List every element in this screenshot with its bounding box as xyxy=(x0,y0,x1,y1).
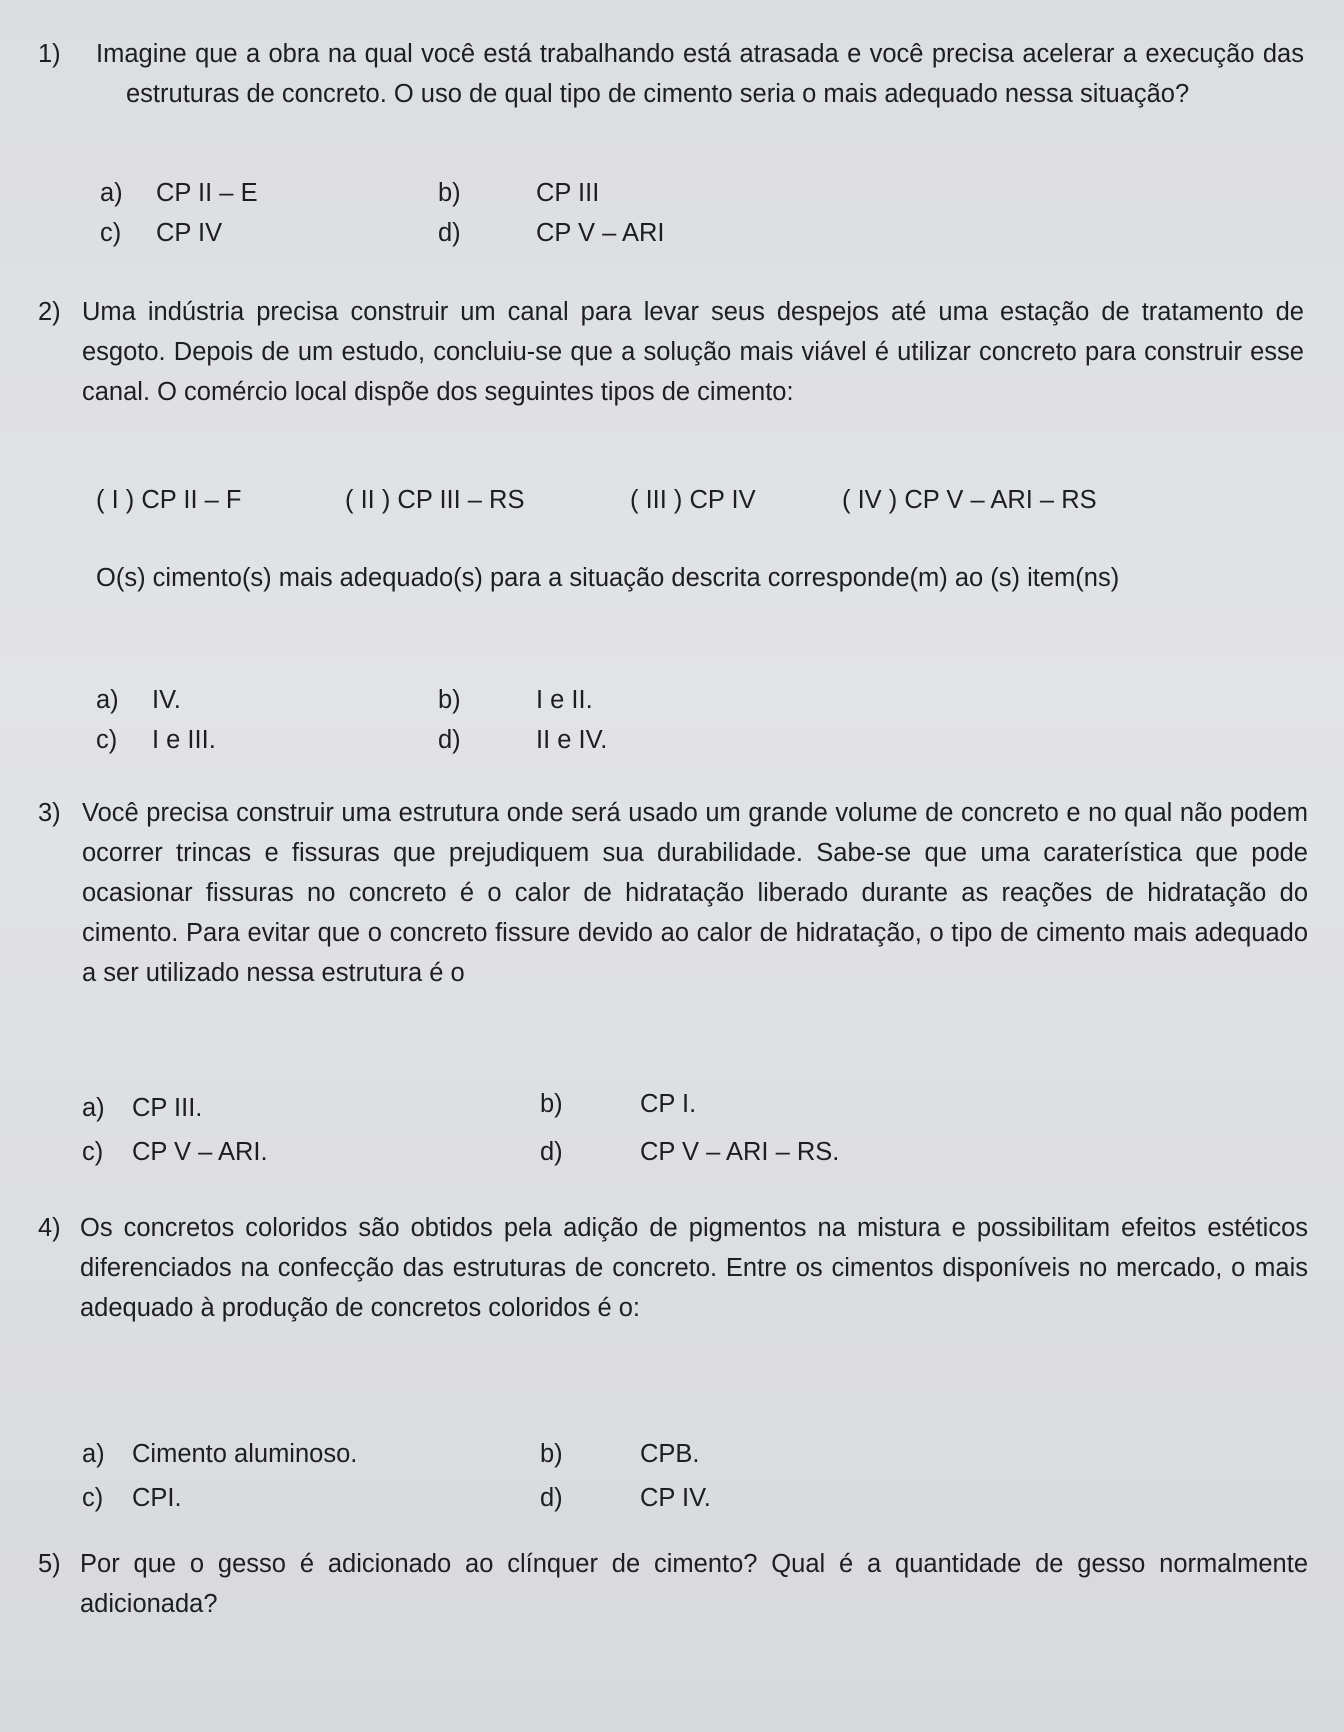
option-label: d) xyxy=(438,726,461,754)
question-number: 5) xyxy=(38,1550,61,1578)
question-3 xyxy=(38,793,1308,993)
option-text: CP II – E xyxy=(156,179,258,207)
option-text: Cimento aluminoso. xyxy=(132,1440,358,1468)
question-number: 4) xyxy=(38,1214,61,1242)
question-number: 3) xyxy=(38,799,61,827)
option-d[interactable] xyxy=(540,1480,711,1516)
option-b[interactable] xyxy=(540,1086,696,1122)
question-2 xyxy=(38,292,1304,412)
option-label: a) xyxy=(100,179,123,207)
cement-item-1: ( I ) CP II – F xyxy=(96,486,242,514)
option-label: d) xyxy=(438,219,461,247)
question-text: Os concretos coloridos são obtidos pela adição de pigmentos na mistura e possibilitam efeitos estéticos diferenciados na confecção das estruturas de concreto. Entre os cimentos disponíveis no mercado, o mais adequado à produção de concretos coloridos é o: xyxy=(80,1214,1308,1322)
option-label: b) xyxy=(438,686,461,714)
option-label: c) xyxy=(96,726,118,754)
option-text: CPI. xyxy=(132,1484,182,1512)
question-2-subtext: O(s) cimento(s) mais adequado(s) para a situação descrita corresponde(m) ao (s) item(ns) xyxy=(96,564,1120,592)
option-label: a) xyxy=(96,686,119,714)
option-text: CP V – ARI. xyxy=(132,1138,268,1166)
option-text: CP IV xyxy=(156,219,223,247)
question-number: 1) xyxy=(38,40,61,68)
question-text: Por que o gesso é adicionado ao clínquer de cimento? Qual é a quantidade de gesso normalmente adicionada? xyxy=(80,1550,1308,1618)
option-label: d) xyxy=(540,1484,563,1512)
question-5 xyxy=(38,1544,1308,1624)
option-b[interactable] xyxy=(438,175,599,211)
option-label: b) xyxy=(540,1090,563,1118)
option-a[interactable] xyxy=(96,682,181,718)
option-c[interactable] xyxy=(82,1134,268,1170)
option-label: a) xyxy=(82,1094,105,1122)
option-d[interactable] xyxy=(438,215,665,251)
option-text: CP V – ARI – RS. xyxy=(640,1138,840,1166)
option-c[interactable] xyxy=(96,722,216,758)
option-text: CP IV. xyxy=(640,1484,711,1512)
cement-item-4: ( IV ) CP V – ARI – RS xyxy=(842,486,1097,514)
option-text: CP I. xyxy=(640,1090,697,1118)
option-a[interactable] xyxy=(100,175,258,211)
option-label: b) xyxy=(540,1440,563,1468)
option-d[interactable] xyxy=(438,722,607,758)
option-label: b) xyxy=(438,179,461,207)
question-4 xyxy=(38,1208,1308,1328)
option-c[interactable] xyxy=(100,215,222,251)
question-text: Imagine que a obra na qual você está trabalhando está atrasada e você precisa acelerar a execução das estruturas de concreto. O uso de qual tipo de cimento seria o mais adequado nessa situação? xyxy=(96,40,1304,108)
option-text: I e II. xyxy=(536,686,593,714)
option-label: d) xyxy=(540,1138,563,1166)
option-c[interactable] xyxy=(82,1480,182,1516)
option-a[interactable] xyxy=(82,1436,357,1472)
question-number: 2) xyxy=(38,298,61,326)
option-b[interactable] xyxy=(540,1436,700,1472)
option-label: c) xyxy=(82,1484,104,1512)
question-text: Uma indústria precisa construir um canal para levar seus despejos até uma estação de tratamento de esgoto. Depois de um estudo, concluiu-se que a solução mais viável é utilizar concreto para construir esse canal. O comércio local dispõe dos seguintes tipos de cimento: xyxy=(82,298,1304,406)
option-label: c) xyxy=(82,1138,104,1166)
option-text: II e IV. xyxy=(536,726,608,754)
option-text: CPB. xyxy=(640,1440,700,1468)
option-label: c) xyxy=(100,219,122,247)
question-text: Você precisa construir uma estrutura onde será usado um grande volume de concreto e no qual não podem ocorrer trincas e fissuras que prejudiquem sua durabilidade. Sabe-se que uma caraterística que pode ocasionar fissuras no concreto é o calor de hidratação liberado durante as reações de hidratação do cimento. Para evitar que o concreto fissure devido ao calor de hidratação, o tipo de cimento mais adequado a ser utilizado nessa estrutura é o xyxy=(82,799,1308,987)
option-label: a) xyxy=(82,1440,105,1468)
option-b[interactable] xyxy=(438,682,593,718)
option-a[interactable] xyxy=(82,1090,202,1126)
option-text: CP III. xyxy=(132,1094,203,1122)
option-text: CP V – ARI xyxy=(536,219,665,247)
option-text: I e III. xyxy=(152,726,216,754)
option-text: IV. xyxy=(152,686,181,714)
cement-item-3: ( III ) CP IV xyxy=(630,486,756,514)
question-1 xyxy=(38,34,1304,114)
cement-item-2: ( II ) CP III – RS xyxy=(345,486,525,514)
option-d[interactable] xyxy=(540,1134,839,1170)
option-text: CP III xyxy=(536,179,600,207)
